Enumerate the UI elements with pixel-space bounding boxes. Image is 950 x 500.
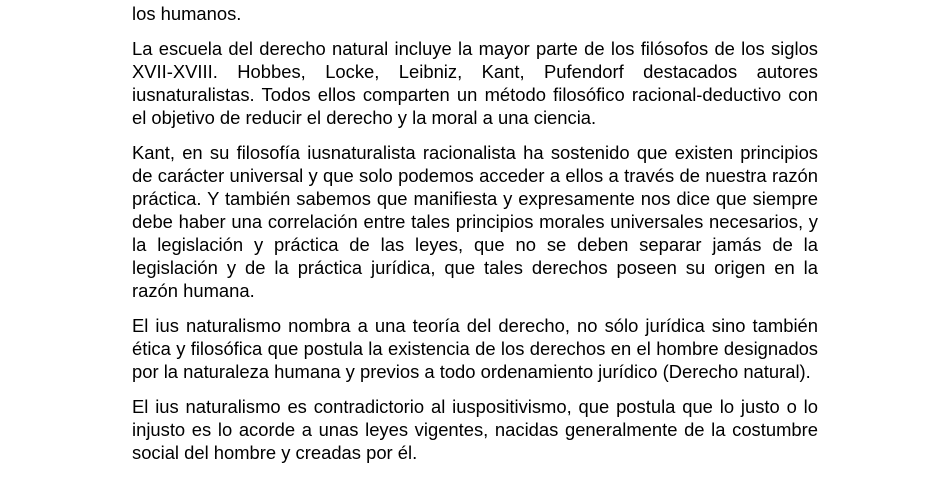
paragraph-iuspositivismo: El ius naturalismo es contradictorio al iuspositivismo, que postula que lo justo o lo injusto es lo acorde a unas leyes vigentes, nacidas generalmente de la costumbre social del hombre y creadas por él. xyxy=(132,396,818,463)
paragraph-ius-naturalismo-definition: El ius naturalismo nombra a una teoría del derecho, no sólo jurídica sino también ética y filosófica que postula la existencia de los derechos en el hombre designados por la naturaleza humana y previos a todo ordenamiento jurídico (Derecho natural). xyxy=(132,315,818,382)
paragraph-continuation: los humanos. xyxy=(132,3,242,24)
paragraph-kant: Kant, en su filosofía iusnaturalista racionalista ha sostenido que existen principios de carácter universal y que solo podemos acceder a ellos a través de nuestra razón práctica. Y también sabemos que manifiesta y expresamente nos dice que siempre debe haber una correlación entre tales principios morales universales necesarios, y la legislación y práctica de las leyes, que no se deben separar jamás de la legislación y de la práctica jurídica, que tales derechos poseen su origen en la razón humana. xyxy=(132,142,818,301)
paragraph-natural-law-school: La escuela del derecho natural incluye la mayor parte de los filósofos de los siglos XVII-XVIII. Hobbes, Locke, Leibniz, Kant, Pufendorf destacados autores iusnaturalistas. Todos ellos comparten un método filosófico racional-deductivo con el objetivo de reducir el derecho y la moral a una ciencia. xyxy=(132,38,818,128)
document-body xyxy=(132,2,818,476)
